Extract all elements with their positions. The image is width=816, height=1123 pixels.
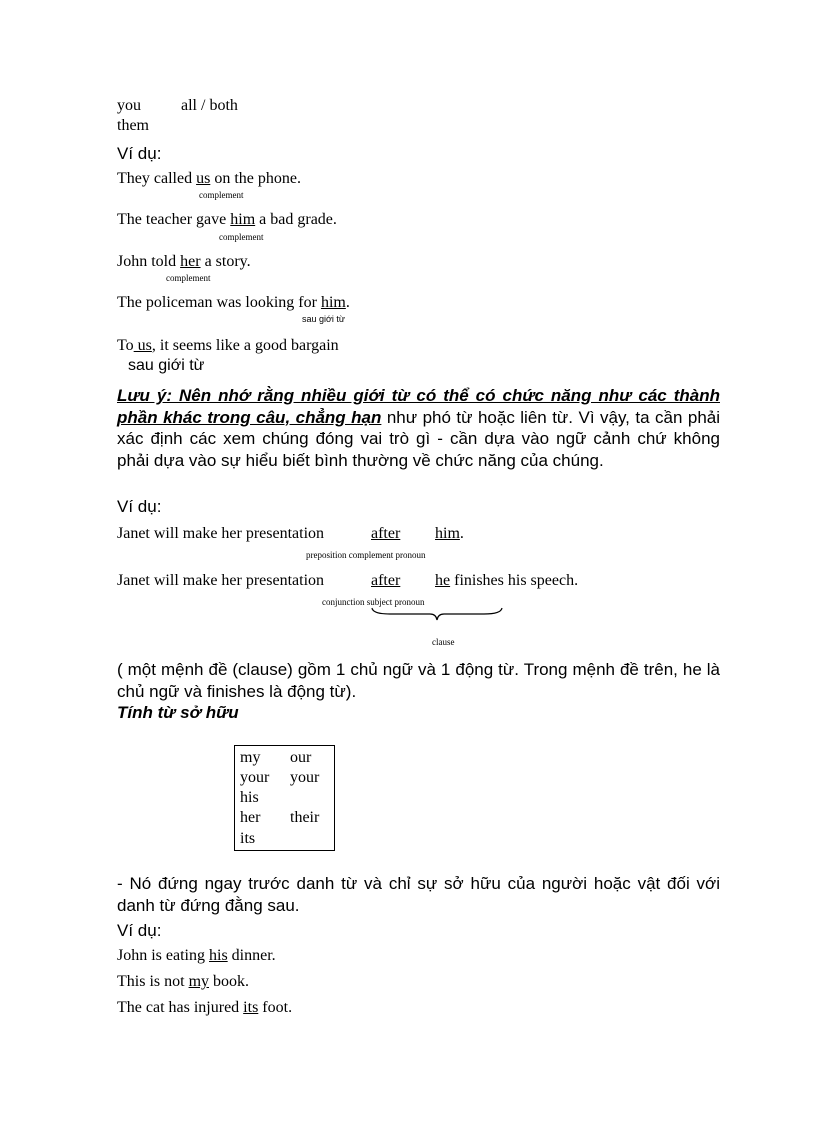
highlighted-word: him	[230, 211, 256, 228]
table-cell: my	[240, 749, 261, 766]
text: The teacher gave	[117, 211, 231, 228]
text: , it seems like a good bargain	[151, 337, 339, 354]
table-cell: their	[290, 809, 320, 826]
annotation: complement	[199, 190, 244, 200]
highlighted-word: him	[320, 294, 346, 311]
highlighted-word: us	[133, 337, 152, 354]
possessive-table	[234, 745, 335, 851]
note-rest: như phó từ hoặc liên từ. Vì vậy, ta cần phải xác định các xem chúng đóng vai trò gì - cần dựa vào ngữ cảnh chứ không phải dựa vào sự hiểu biết bình thường về chức năng của chúng.	[117, 407, 721, 470]
example-sentence-tail	[435, 525, 464, 543]
clause-brace	[370, 606, 504, 622]
example-sentence	[117, 170, 301, 188]
text: dinner.	[227, 947, 276, 964]
pronoun-them: them	[117, 117, 149, 134]
highlighted-word: after	[371, 525, 401, 542]
example-sentence	[117, 525, 324, 543]
annotation: sau giới từ	[128, 357, 205, 374]
text: Janet will make her presentation	[117, 572, 325, 589]
text: a story.	[200, 253, 251, 270]
example-label: Ví dụ:	[117, 497, 162, 516]
table-cell: your	[240, 769, 270, 786]
example-sentence	[117, 999, 292, 1017]
text: They called	[117, 170, 197, 187]
text: John is eating	[117, 947, 209, 964]
pronoun-all-both: all / both	[181, 97, 238, 114]
example-sentence	[117, 973, 249, 991]
text: book.	[209, 973, 250, 990]
highlighted-word: its	[243, 999, 259, 1016]
text: The cat has injured	[117, 999, 244, 1016]
text: foot.	[258, 999, 293, 1016]
table-cell: his	[240, 789, 259, 806]
highlighted-word: he	[435, 572, 451, 589]
highlighted-word: us	[196, 170, 211, 187]
possessive-heading: Tính từ sở hữu	[117, 703, 239, 722]
text: .	[345, 294, 350, 311]
text: The policeman was looking for	[117, 294, 321, 311]
clause-label: clause	[432, 637, 455, 647]
annotation: conjunction subject pronoun	[322, 597, 425, 607]
text: This is not	[117, 973, 189, 990]
text: on the phone.	[210, 170, 301, 187]
example-sentence	[117, 337, 339, 355]
pronoun-you: you	[117, 97, 141, 114]
note-paragraph	[117, 385, 720, 471]
highlighted-word: my	[188, 973, 210, 990]
highlighted-word: her	[180, 253, 201, 270]
possessive-description: - Nó đứng ngay trước danh từ và chỉ sự sở hữu của người hoặc vật đối với danh từ đứng đằng sau.	[117, 874, 720, 915]
clause-paragraph: ( một mệnh đề (clause) gồm 1 chủ ngữ và 1 động từ. Trong mệnh đề trên, he là chủ ngữ và finishes là động từ).	[117, 660, 720, 701]
text: To	[117, 337, 134, 354]
example-label: Ví dụ:	[117, 921, 162, 940]
text: .	[459, 525, 464, 542]
annotation: preposition complement pronoun	[306, 550, 426, 560]
example-label: Ví dụ:	[117, 144, 162, 163]
text: John told	[117, 253, 181, 270]
table-cell: your	[290, 769, 320, 786]
example-sentence	[117, 294, 350, 312]
annotation: sau giới từ	[302, 314, 345, 324]
example-sentence	[117, 572, 324, 590]
highlighted-word: him	[435, 525, 460, 542]
annotation: complement	[219, 232, 264, 242]
example-sentence-tail	[435, 572, 578, 590]
annotation: complement	[166, 273, 211, 283]
table-cell: her	[240, 809, 261, 826]
table-cell: our	[290, 749, 312, 766]
example-sentence	[117, 947, 276, 965]
example-sentence	[117, 253, 251, 271]
text: Janet will make her presentation	[117, 525, 325, 542]
text: a bad grade.	[255, 211, 337, 228]
note-bold: Lưu ý: Nên nhớ rằng nhiều giới từ có thể có chức năng như các thành phần khác trong câu, chẳng hạn	[117, 386, 720, 427]
example-sentence	[117, 211, 337, 229]
highlighted-word: his	[209, 947, 228, 964]
highlighted-word: after	[371, 572, 401, 589]
table-cell: its	[240, 830, 256, 847]
text: finishes his speech.	[450, 572, 579, 589]
